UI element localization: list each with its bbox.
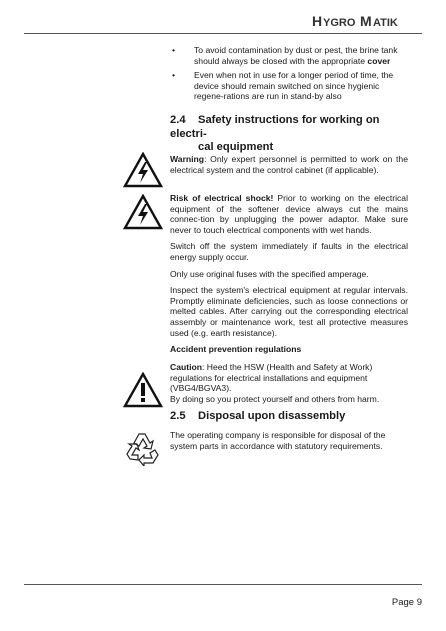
svg-text:YGRO: YGRO xyxy=(323,17,356,29)
shock-section: Risk of electrical shock! Prior to working on the electrical equipment of the softener device always cut the mains connec-tion by unplugging the power adaptor. Make sure never to touch electrical components with wet hands. Switch off the system immediately if faults in the electrical energy supply occur. Only use original fuses with the specified amperage. Inspect the system's electrical equipment at regular intervals. Promptly eliminate deficiencies, such as loose connections or melted cables. After carrying out the corresponding electrical assembly or maintenance work, test all protective measures used (e.g. earth resistance). xyxy=(170,193,408,338)
exclamation-warning-icon xyxy=(123,372,163,408)
svg-text:M: M xyxy=(360,13,372,29)
electric-warning-icon xyxy=(123,194,163,230)
svg-text:H: H xyxy=(312,13,323,29)
electric-warning-icon xyxy=(123,152,163,188)
subheading: Accident prevention regulations xyxy=(170,344,302,354)
page-number: Page 9 xyxy=(391,597,422,608)
footer-rule xyxy=(24,584,422,585)
section-heading: 2.4 Safety instructions for working on electri- cal equipment xyxy=(170,114,380,153)
svg-text:ATIK: ATIK xyxy=(373,17,398,29)
header-rule xyxy=(24,33,422,34)
bullet-list xyxy=(170,45,408,106)
list-item: • To avoid contamination by dust or pest, the brine tank should always be closed with the appropriate cover xyxy=(172,45,398,66)
section-heading: 2.5 Disposal upon disassembly xyxy=(170,410,346,422)
warning-paragraph: Warning: Only expert personnel is permitted to work on the electrical system and the control cabinet (if applicable). xyxy=(170,154,408,175)
list-item: • Even when not in use for a longer period of time, the device should remain switched on since hygienic regene-rations are run in stand-by also xyxy=(172,70,394,102)
recycling-icon xyxy=(124,428,162,466)
hygromatik-logo xyxy=(312,13,422,29)
caution-paragraph: Caution: Heed the HSW (Health and Safety at Work) regulations for electrical installations and equipment (VBG4/BGVA3). By doing so you protect yourself and others from harm. xyxy=(170,362,380,404)
disposal-paragraph: The operating company is responsible for disposal of the system parts in accordance with statutory requirements. xyxy=(170,430,386,451)
